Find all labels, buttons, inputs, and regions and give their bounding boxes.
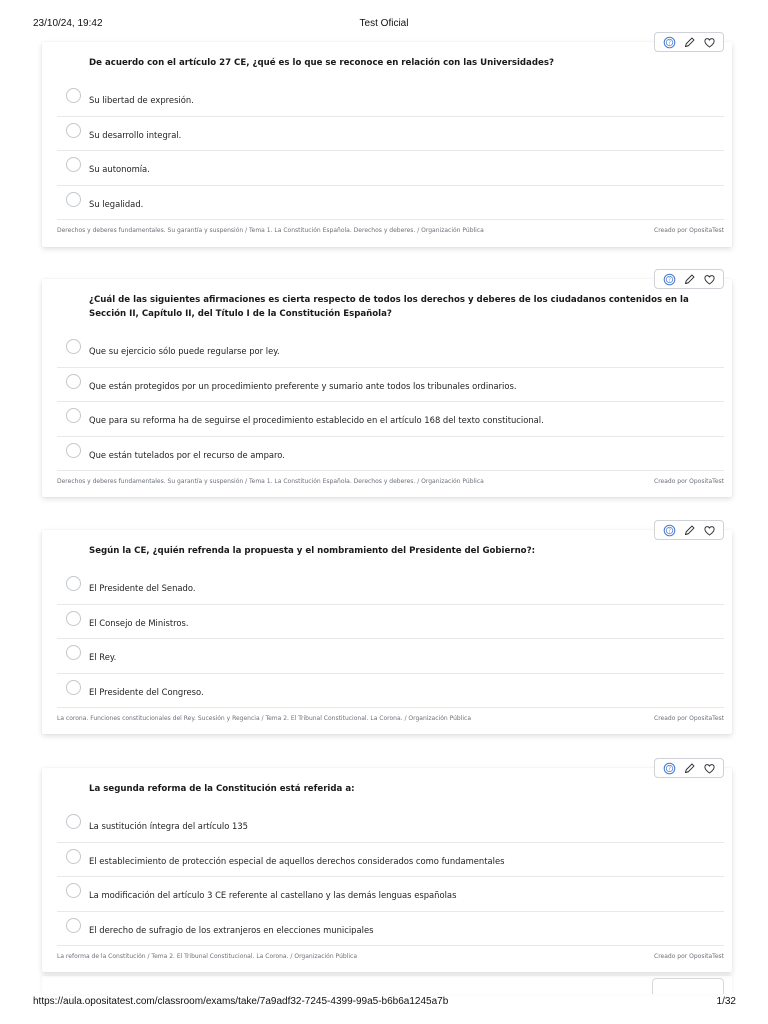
answer-option[interactable] bbox=[57, 82, 724, 117]
pencil-icon[interactable] bbox=[681, 34, 697, 50]
answer-option-label: Su legalidad. bbox=[89, 198, 144, 209]
pencil-icon[interactable] bbox=[681, 760, 697, 776]
question-actions bbox=[654, 269, 724, 289]
svg-text:?: ? bbox=[667, 39, 671, 46]
answer-option-label: La modificación del artículo 3 CE referente al castellano y las demás lenguas españolas bbox=[89, 890, 457, 900]
question-category: Derechos y deberes fundamentales. Su garantía y suspensión / Tema 1. La Constitución Española. Derechos y deberes. / Organización Pública bbox=[57, 227, 484, 234]
answer-option[interactable] bbox=[57, 186, 724, 221]
pencil-icon[interactable] bbox=[681, 522, 697, 538]
answer-option[interactable] bbox=[57, 605, 724, 640]
answer-option-label: La sustitución íntegra del artículo 135 bbox=[89, 821, 249, 831]
answer-radio[interactable] bbox=[66, 883, 81, 898]
answer-radio[interactable] bbox=[66, 443, 81, 458]
question-circle-icon[interactable] bbox=[661, 271, 677, 287]
heart-icon[interactable] bbox=[701, 34, 717, 50]
answer-radio[interactable] bbox=[66, 576, 81, 591]
answer-radio[interactable] bbox=[66, 339, 81, 354]
answer-radio[interactable] bbox=[66, 849, 81, 864]
question-category: Derechos y deberes fundamentales. Su garantía y suspensión / Tema 1. La Constitución Española. Derechos y deberes. / Organización Pública bbox=[57, 478, 484, 485]
answer-option[interactable] bbox=[57, 117, 724, 152]
question-meta bbox=[57, 709, 724, 727]
answer-radio[interactable] bbox=[66, 645, 81, 660]
question-card bbox=[42, 276, 732, 497]
pencil-icon[interactable] bbox=[681, 271, 697, 287]
question-creator: Creado por OpositaTest bbox=[654, 715, 724, 722]
next-card-edge bbox=[42, 976, 732, 994]
answer-radio[interactable] bbox=[66, 680, 81, 695]
answer-option-label: El establecimiento de protección especial de aquellos derechos considerados como fundamentales bbox=[89, 855, 505, 866]
answer-radio[interactable] bbox=[66, 88, 81, 103]
answer-option-label: Que están tutelados por el recurso de amparo. bbox=[89, 449, 285, 460]
question-card bbox=[42, 765, 732, 972]
answer-option[interactable] bbox=[57, 912, 724, 947]
answer-radio[interactable] bbox=[66, 123, 81, 138]
next-card-actions-stub bbox=[652, 978, 724, 994]
question-text: De acuerdo con el artículo 27 CE, ¿qué es lo que se reconoce en relación con las Universidades? bbox=[89, 58, 554, 68]
question-circle-icon[interactable] bbox=[661, 760, 677, 776]
answer-options bbox=[57, 808, 724, 946]
question-actions bbox=[654, 32, 724, 52]
question-circle-icon[interactable] bbox=[661, 34, 677, 50]
print-datetime: 23/10/24, 19:42 bbox=[33, 18, 103, 29]
answer-option[interactable] bbox=[57, 402, 724, 437]
answer-radio[interactable] bbox=[66, 814, 81, 829]
question-circle-icon[interactable] bbox=[661, 522, 677, 538]
svg-text:?: ? bbox=[667, 276, 671, 283]
print-header bbox=[0, 0, 768, 40]
answer-option[interactable] bbox=[57, 368, 724, 403]
answer-option[interactable] bbox=[57, 570, 724, 605]
question-category: La reforma de la Constitución / Tema 2. El Tribunal Constitucional. La Corona. / Organización Pública bbox=[57, 953, 357, 960]
question-actions bbox=[654, 520, 724, 540]
answer-radio[interactable] bbox=[66, 192, 81, 207]
answer-radio[interactable] bbox=[66, 918, 81, 933]
heart-icon[interactable] bbox=[701, 760, 717, 776]
answer-option[interactable] bbox=[57, 333, 724, 368]
answer-options bbox=[57, 333, 724, 471]
answer-option[interactable] bbox=[57, 151, 724, 186]
answer-radio[interactable] bbox=[66, 374, 81, 389]
question-text: ¿Cuál de las siguientes afirmaciones es cierta respecto de todos los derechos y deberes de los ciudadanos contenidos en la Sección II, Capítulo II, del Título I de la Constitución Española? bbox=[89, 295, 689, 319]
question-creator: Creado por OpositaTest bbox=[654, 953, 724, 960]
answer-option-label: El Presidente del Senado. bbox=[89, 583, 196, 593]
answer-option-label: Su autonomía. bbox=[89, 164, 150, 174]
question-text: La segunda reforma de la Constitución está referida a: bbox=[89, 784, 355, 794]
answer-option-label: El Presidente del Congreso. bbox=[89, 686, 204, 697]
answer-option[interactable] bbox=[57, 877, 724, 912]
answer-option-label: Que para su reforma ha de seguirse el procedimiento establecido en el artículo 168 del texto constitucional. bbox=[89, 415, 544, 425]
answer-option-label: Su libertad de expresión. bbox=[89, 95, 194, 105]
answer-option[interactable] bbox=[57, 437, 724, 472]
answer-radio[interactable] bbox=[66, 157, 81, 172]
answer-options bbox=[57, 82, 724, 220]
answer-option-label: Que su ejercicio sólo puede regularse por ley. bbox=[89, 346, 280, 356]
question-category: La corona. Funciones constitucionales del Rey. Sucesión y Regencia / Tema 2. El Tribunal Constitucional. La Corona. / Organización Pública bbox=[57, 715, 472, 722]
answer-radio[interactable] bbox=[66, 408, 81, 423]
question-meta bbox=[57, 221, 724, 239]
question-creator: Creado por OpositaTest bbox=[654, 227, 724, 234]
question-text: Según la CE, ¿quién refrenda la propuesta y el nombramiento del Presidente del Gobierno?: bbox=[89, 546, 536, 556]
question-card bbox=[42, 39, 732, 247]
svg-text:?: ? bbox=[667, 765, 671, 772]
heart-icon[interactable] bbox=[701, 522, 717, 538]
question-meta bbox=[57, 472, 724, 490]
print-footer bbox=[0, 994, 768, 1014]
heart-icon[interactable] bbox=[701, 271, 717, 287]
print-url: https://aula.opositatest.com/classroom/exams/take/7a9adf32-7245-4399-99a5-b6b6a1245a7b bbox=[33, 996, 449, 1007]
question-meta bbox=[57, 947, 724, 965]
answer-radio[interactable] bbox=[66, 611, 81, 626]
svg-text:?: ? bbox=[667, 527, 671, 534]
answer-options bbox=[57, 570, 724, 708]
question-card bbox=[42, 527, 732, 734]
question-creator: Creado por OpositaTest bbox=[654, 478, 724, 485]
answer-option-label: Que están protegidos por un procedimiento preferente y sumario ante todos los tribunales ordinarios. bbox=[89, 380, 517, 391]
answer-option[interactable] bbox=[57, 843, 724, 878]
print-title: Test Oficial bbox=[359, 18, 409, 29]
answer-option-label: El derecho de sufragio de los extranjeros en elecciones municipales bbox=[89, 924, 374, 935]
answer-option-label: El Consejo de Ministros. bbox=[89, 617, 189, 628]
answer-option[interactable] bbox=[57, 808, 724, 843]
question-actions bbox=[654, 758, 724, 778]
answer-option-label: El Rey. bbox=[89, 652, 117, 662]
print-page-number: 1/32 bbox=[716, 996, 736, 1007]
answer-option-label: Su desarrollo integral. bbox=[89, 129, 182, 140]
answer-option[interactable] bbox=[57, 639, 724, 674]
answer-option[interactable] bbox=[57, 674, 724, 709]
